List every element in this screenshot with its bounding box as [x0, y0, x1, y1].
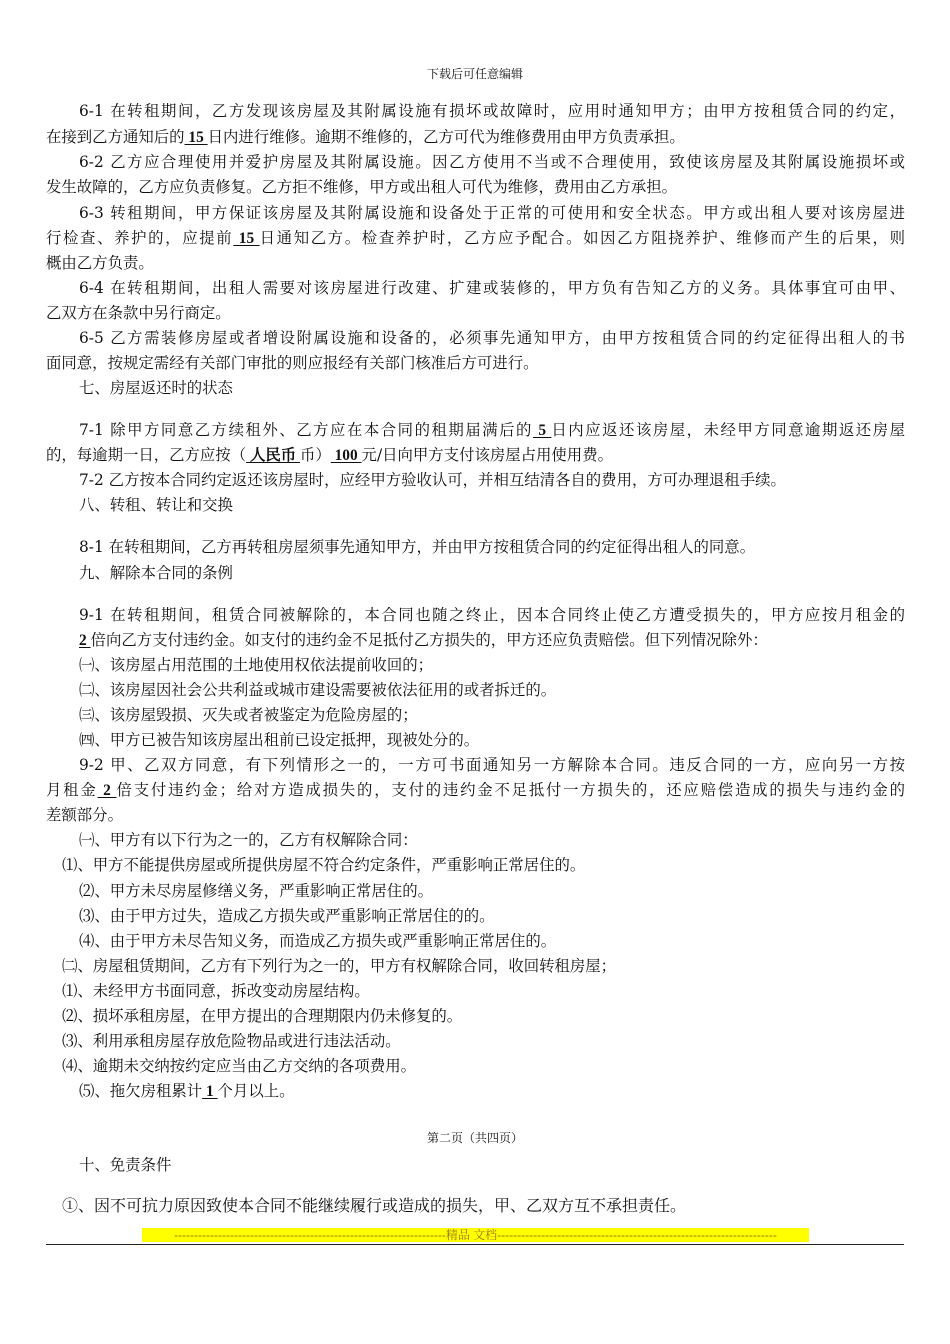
footer-divider [46, 1244, 904, 1245]
clause-6-3-line2: 行检查、养护的，应提前 15 日通知乙方。检查养护时，乙方应予配合。如因乙方阻挠养护、维修而产生的后果，则 [46, 229, 905, 247]
clause-9-1-line2: 2 倍向乙方支付违约金。如支付的违约金不足抵付乙方损失的，甲方还应负责赔偿。但下列情况除外： [79, 631, 768, 649]
section-9-heading: 九、解除本合同的条例 [79, 564, 233, 582]
currency-value: 人民币 [246, 447, 300, 464]
clause-6-5-line1: 6-5 乙方需装修房屋或者增设附属设施和设备的，必须事先通知甲方，由甲方按租赁合同的约定征得出租人的书 [79, 329, 905, 347]
clause-6-1-line2: 在接到乙方通知后的 15 日内进行维修。逾期不维修的，乙方可代为维修费用由甲方负责承担。 [46, 128, 685, 146]
clause-6-3-line1: 6-3 转租期间，甲方保证该房屋及其附属设施和设备处于正常的可使用和安全状态。甲方或出租人要对该房屋进 [79, 204, 905, 222]
clause-6-5-line2: 面同意，按规定需经有关部门审批的则应报经有关部门核准后方可进行。 [46, 354, 539, 372]
list-item: ㈠、该房屋占用范围的土地使用权依法提前收回的； [79, 656, 433, 674]
list-item: ⑶、由于甲方过失，造成乙方损失或严重影响正常居住的的。 [79, 907, 495, 925]
clause-6-3-line3: 概由乙方负责。 [46, 254, 154, 272]
clause-10-1: ①、因不可抗力原因致使本合同不能继续履行或造成的损失，甲、乙双方互不承担责任。 [62, 1196, 687, 1215]
clause-9-1-line1: 9-1 在转租期间，租赁合同被解除的，本合同也随之终止，因本合同终止使乙方遭受损失的，甲方应按月租金的 [79, 606, 905, 624]
clause-6-1-line1: 6-1 在转租期间，乙方发现该房屋及其附属设施有损坏或故障时，应用时通知甲方；由甲方按租赁合同的约定， [79, 102, 905, 120]
list-item: ⑴、未经甲方书面同意，拆改变动房屋结构。 [62, 982, 370, 1000]
clause-7-2: 7-2 乙方按本合同约定返还该房屋时，应经甲方验收认可，并相互结清各自的费用，方可办理退租手续。 [79, 471, 786, 489]
clause-6-4-line1: 6-4 在转租期间，出租人需要对该房屋进行改建、扩建或装修的，甲方负有告知乙方的义务。具体事宜可由甲、 [79, 279, 905, 297]
section-7-heading: 七、房屋返还时的状态 [79, 379, 233, 397]
list-item: ㈢、该房屋毁损、灭失或者被鉴定为危险房屋的； [79, 706, 418, 724]
clause-9-2-line1: 9-2 甲、乙双方同意，有下列情形之一的，一方可书面通知另一方解除本合同。违反合同的一方，应向另一方按 [79, 756, 905, 774]
daily-fee-value: 100 [330, 447, 362, 464]
list-item: ⑵、甲方未尽房屋修缮义务，严重影响正常居住的。 [79, 882, 433, 900]
repair-days-value: 15 [184, 129, 208, 146]
sub-clause-heading: ㈠、甲方有以下行为之一的，乙方有权解除合同： [79, 831, 418, 849]
penalty-multiple-value: 2 [97, 782, 117, 799]
clause-6-2-line2: 发生故障的，乙方应负责修复。乙方拒不维修，甲方或出租人可代为维修，费用由乙方承担。 [46, 178, 678, 196]
arrears-months-value: 1 [202, 1083, 218, 1100]
section-10-heading: 十、免责条件 [79, 1156, 172, 1174]
penalty-multiple-value: 2 [79, 632, 91, 649]
list-item: ⑶、利用承租房屋存放危险物品或进行违法活动。 [62, 1032, 401, 1050]
clause-9-2-line2: 月租金 2 倍支付违约金；给对方造成损失的，支付的违约金不足抵付一方损失的，还应赔偿造成的损失与违约金的 [46, 781, 905, 799]
list-item: ⑵、损坏承租房屋，在甲方提出的合理期限内仍未修复的。 [62, 1007, 463, 1025]
list-item: ⑴、甲方不能提供房屋或所提供房屋不符合约定条件，严重影响正常居住的。 [62, 856, 586, 874]
list-item: ⑷、逾期未交纳按约定应当由乙方交纳的各项费用。 [62, 1057, 416, 1075]
return-days-value: 5 [532, 422, 552, 439]
section-8-heading: 八、转租、转让和交换 [79, 496, 233, 514]
list-item: ㈣、甲方已被告知该房屋出租前已设定抵押，现被处分的。 [79, 731, 480, 749]
list-item: ⑸、拖欠房租累计 1 个月以上。 [79, 1082, 295, 1100]
clause-8-1: 8-1 在转租期间，乙方再转租房屋须事先通知甲方，并由甲方按租赁合同的约定征得出租人的同意。 [79, 538, 756, 556]
clause-6-2-line1: 6-2 乙方应合理使用并爱护房屋及其附属设施。因乙方使用不当或不合理使用，致使该房屋及其附属设施损坏或 [79, 153, 905, 171]
list-item: ⑷、由于甲方未尽告知义务，而造成乙方损失或严重影响正常居住的。 [79, 932, 557, 950]
clause-6-4-line2: 乙双方在条款中另行商定。 [46, 304, 231, 322]
clause-7-1-line2: 的，每逾期一日，乙方应按（ 人民币 币） 100 元/日向甲方支付该房屋占用使用费。 [46, 446, 613, 464]
notice-days-value: 15 [233, 230, 260, 247]
list-item: ㈡、该房屋因社会公共利益或城市建设需要被依法征用的或者拆迁的。 [79, 681, 557, 699]
sub-clause-heading: ㈡、房屋租赁期间，乙方有下列行为之一的，甲方有权解除合同，收回转租房屋； [62, 957, 617, 975]
page-number: 第二页（共四页） [426, 1131, 523, 1145]
clause-9-2-line3: 差额部分。 [46, 806, 123, 824]
footer-banner: --------------------------------------------------------------------精品 文档---------------------------------------------------------------------- [142, 1228, 809, 1242]
clause-7-1-line1: 7-1 除甲方同意乙方续租外、乙方应在本合同的租期届满后的 5 日内应返还该房屋，未经甲方同意逾期返还房屋 [79, 421, 905, 439]
page-header: 下载后可任意编辑 [426, 67, 523, 81]
